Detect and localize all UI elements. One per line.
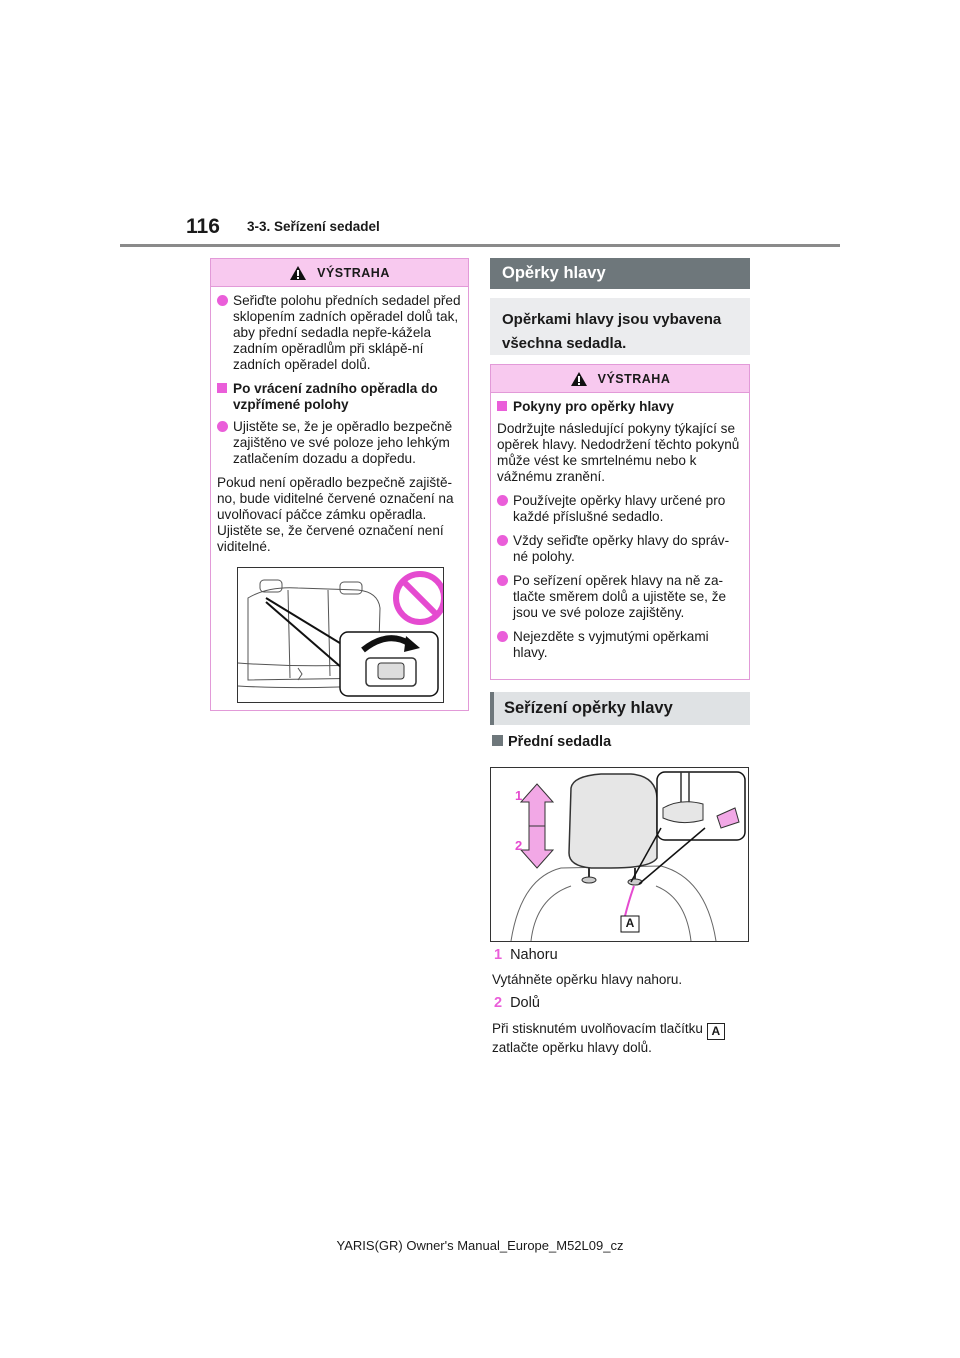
- callout-a: A: [707, 1023, 725, 1040]
- bullet-dot-icon: [497, 535, 508, 546]
- warning-bullet: Seřiďte polohu předních sedadel před sklopením zadních opěradel dolů tak, aby přední sedadla nepře-kážela zadním opěradlům při sklápě-ní zadních opěradel dolů.: [217, 293, 462, 373]
- square-bullet-icon: [217, 383, 227, 393]
- warning-paragraph: Pokud není opěradlo bezpečně zajiště-no, bude viditelné červené označení na uvolňovací páčce zámku opěradla. Ujistěte se, že červené označení není viditelné.: [217, 475, 454, 554]
- step-up: 1 Nahoru: [494, 947, 558, 963]
- warning-bullet: Vždy seřiďte opěrky hlavy do správ-né polohy.: [497, 533, 743, 565]
- warning-bullet: Používejte opěrky hlavy určené pro každé příslušné sedadlo.: [497, 493, 743, 525]
- step-up-description: Vytáhněte opěrku hlavy nahoru.: [492, 972, 683, 987]
- bullet-dot-icon: [217, 421, 228, 432]
- warning-label: VÝSTRAHA: [317, 265, 390, 280]
- headrests-intro: Opěrkami hlavy jsou vybavena všechna sedadla.: [490, 298, 750, 355]
- front-seats-heading: Přední sedadla: [492, 734, 611, 750]
- figure-label-2: 2: [515, 838, 523, 853]
- footer: YARIS(GR) Owner's Manual_Europe_M52L09_cz: [336, 1238, 624, 1253]
- header-rule: [120, 244, 840, 247]
- bullet-dot-icon: [497, 631, 508, 642]
- warning-label: VÝSTRAHA: [597, 371, 671, 386]
- section-title: 3-3. Seřízení sedadel: [247, 219, 380, 234]
- warning-header: [211, 259, 468, 287]
- headrests-banner: Opěrky hlavy: [490, 258, 750, 289]
- square-bullet-icon: [497, 401, 507, 411]
- page-number: 116: [186, 215, 220, 238]
- warning-header: [491, 365, 749, 393]
- headrest-illustration: [490, 767, 749, 942]
- step-down-description: Při stisknutém uvolňovacím tlačítku A zatlačte opěrku hlavy dolů.: [492, 1021, 754, 1056]
- warning-bullet: Po seřízení opěrek hlavy na ně za-tlačte směrem dolů a ujistěte se, že jsou ve své poloze zajištěny.: [497, 573, 743, 621]
- bullet-dot-icon: [497, 575, 508, 586]
- figure-label-1: 1: [515, 788, 523, 803]
- warning-bullet: Nejezděte s vyjmutými opěrkami hlavy.: [497, 629, 743, 661]
- warning-subheading: Pokyny pro opěrky hlavy: [497, 399, 743, 415]
- warning-bullet: Ujistěte se, že je opěradlo bezpečně zajištěno ve své poloze jeho lehkým zatlačením dozadu a dopředu.: [217, 419, 462, 467]
- warning-triangle-icon: [570, 371, 588, 387]
- step-down: 2 Dolů: [494, 995, 540, 1011]
- bullet-dot-icon: [497, 495, 508, 506]
- left-warning-box: [210, 258, 469, 711]
- headrest-warning-box: [490, 364, 750, 680]
- square-bullet-icon: [492, 735, 503, 746]
- bullet-dot-icon: [217, 295, 228, 306]
- seat-lock-illustration: [237, 567, 444, 703]
- warning-paragraph: Dodržujte následující pokyny týkající se opěrek hlavy. Nedodržení těchto pokynů může vést ke smrtelnému nebo k vážnému zranění.: [497, 421, 740, 484]
- warning-triangle-icon: [289, 265, 307, 281]
- headrest-adjustment-banner: Seřízení opěrky hlavy: [490, 692, 750, 725]
- figure-label-a: A: [625, 916, 635, 930]
- warning-subheading: Po vrácení zadního opěradla do vzpřímené polohy: [217, 381, 462, 413]
